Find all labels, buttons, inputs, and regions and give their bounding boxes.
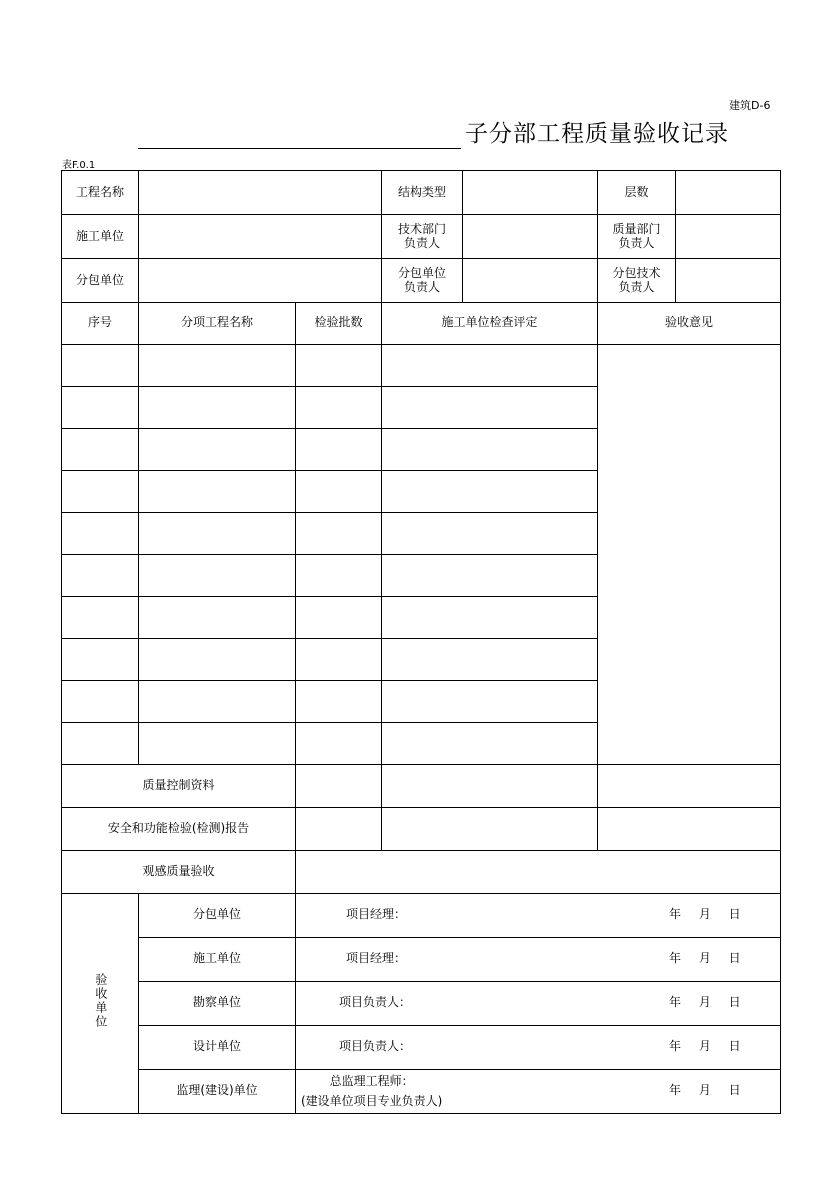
- signature-date: 年 月 日: [669, 1039, 741, 1054]
- signature-role: 项目负责人：: [339, 1039, 412, 1054]
- field-project-name[interactable]: [139, 171, 382, 215]
- col-header-self-eval: 施工单位检查评定: [382, 302, 598, 344]
- acceptance-unit-name: 监理(建设)单位: [139, 1069, 296, 1113]
- cell-batch-count[interactable]: [296, 470, 382, 512]
- cell-self-eval[interactable]: [382, 428, 598, 470]
- cell-item-name[interactable]: [139, 428, 296, 470]
- acceptance-row: [62, 937, 781, 981]
- label-subcontract-tech-head-line2: 负责人: [618, 279, 655, 294]
- cell-self-eval[interactable]: [382, 638, 598, 680]
- cell-batch-count[interactable]: [296, 554, 382, 596]
- cell-item-name[interactable]: [139, 722, 296, 764]
- label-subcontract-tech-head: [598, 259, 676, 303]
- label-tech-dept-head-line2: 负责人: [403, 235, 440, 250]
- label-subcontract-unit-head-line2: 负责人: [403, 279, 440, 294]
- cell-self-eval[interactable]: [382, 722, 598, 764]
- cell-item-name[interactable]: [139, 596, 296, 638]
- label-acceptance-units: [62, 893, 139, 1113]
- acceptance-signature-cell[interactable]: [296, 937, 781, 981]
- field-appearance[interactable]: [296, 850, 781, 893]
- info-row-subcontract: [62, 259, 781, 303]
- acceptance-row: [62, 1069, 781, 1113]
- column-header-row: [62, 302, 781, 344]
- field-subcontract-unit[interactable]: [139, 259, 382, 303]
- field-structure-type[interactable]: [463, 171, 598, 215]
- acceptance-unit-name: 施工单位: [139, 937, 296, 981]
- signature-role-group: [301, 1072, 442, 1110]
- cell-seq[interactable]: [62, 638, 139, 680]
- label-structure-type: 结构类型: [382, 171, 463, 215]
- signature-date: 年 月 日: [669, 1083, 741, 1098]
- info-row-construction: [62, 215, 781, 259]
- signature-role-note: (建设单位项目专业负责人): [301, 1093, 443, 1108]
- col-header-seq: 序号: [62, 302, 139, 344]
- acceptance-units-vertical-label: 验收单位: [93, 973, 108, 1030]
- signature-role: 项目经理：: [346, 907, 407, 922]
- field-quality-docs-count[interactable]: [296, 764, 382, 807]
- acceptance-unit-name: 分包单位: [139, 893, 296, 937]
- label-floors: 层数: [598, 171, 676, 215]
- table-row: [62, 344, 781, 386]
- field-quality-docs-eval[interactable]: [382, 764, 598, 807]
- col-header-item-name: 分项工程名称: [139, 302, 296, 344]
- cell-self-eval[interactable]: [382, 512, 598, 554]
- cell-self-eval[interactable]: [382, 470, 598, 512]
- signature-role: 项目经理：: [346, 951, 407, 966]
- label-appearance: 观感质量验收: [62, 850, 296, 893]
- cell-seq[interactable]: [62, 386, 139, 428]
- cell-batch-count[interactable]: [296, 638, 382, 680]
- cell-self-eval[interactable]: [382, 344, 598, 386]
- acceptance-unit-name: 勘察单位: [139, 981, 296, 1025]
- cell-item-name[interactable]: [139, 554, 296, 596]
- label-subcontract-unit-head-line1: 分包单位: [397, 265, 446, 280]
- field-safety-report-count[interactable]: [296, 807, 382, 850]
- acceptance-row: [62, 1025, 781, 1069]
- cell-batch-count[interactable]: [296, 428, 382, 470]
- cell-seq[interactable]: [62, 554, 139, 596]
- table-number: 表F.0.1: [62, 160, 96, 171]
- cell-self-eval[interactable]: [382, 554, 598, 596]
- label-safety-report: 安全和功能检验(检测)报告: [62, 807, 296, 850]
- field-quality-dept-head[interactable]: [676, 215, 781, 259]
- cell-item-name[interactable]: [139, 344, 296, 386]
- field-subcontract-unit-head[interactable]: [463, 259, 598, 303]
- signature-date: 年 月 日: [669, 907, 741, 922]
- info-table: [61, 170, 781, 303]
- label-subcontract-unit-head: [382, 259, 463, 303]
- acceptance-signature-cell[interactable]: [296, 893, 781, 937]
- row-quality-docs: [62, 764, 781, 807]
- cell-batch-count[interactable]: [296, 344, 382, 386]
- cell-self-eval[interactable]: [382, 386, 598, 428]
- field-quality-docs-opinion[interactable]: [598, 764, 781, 807]
- label-tech-dept-head-line1: 技术部门: [397, 221, 446, 236]
- signature-role: 总监理工程师：: [329, 1074, 414, 1089]
- cell-item-name[interactable]: [139, 512, 296, 554]
- cell-seq[interactable]: [62, 470, 139, 512]
- label-quality-dept-head-line2: 负责人: [618, 235, 655, 250]
- cell-seq[interactable]: [62, 428, 139, 470]
- row-safety-report: [62, 807, 781, 850]
- items-table: [61, 302, 781, 1114]
- signature-date: 年 月 日: [669, 951, 741, 966]
- field-floors[interactable]: [676, 171, 781, 215]
- acceptance-unit-name: 设计单位: [139, 1025, 296, 1069]
- cell-item-name[interactable]: [139, 680, 296, 722]
- field-safety-report-opinion[interactable]: [598, 807, 781, 850]
- label-project-name: 工程名称: [62, 171, 139, 215]
- label-construction-unit: 施工单位: [62, 215, 139, 259]
- cell-batch-count[interactable]: [296, 722, 382, 764]
- page-title: 子分部工程质量验收记录: [465, 121, 729, 147]
- cell-item-name[interactable]: [139, 470, 296, 512]
- label-subcontract-unit: 分包单位: [62, 259, 139, 303]
- label-tech-dept-head: [382, 215, 463, 259]
- info-row-project: [62, 171, 781, 215]
- acceptance-signature-cell[interactable]: [296, 1069, 781, 1113]
- cell-item-name[interactable]: [139, 386, 296, 428]
- col-header-acceptance: 验收意见: [598, 302, 781, 344]
- cell-acceptance-opinion[interactable]: [598, 344, 781, 764]
- acceptance-signature-cell[interactable]: [296, 1025, 781, 1069]
- title-fill-line: [138, 148, 461, 149]
- cell-batch-count[interactable]: [296, 680, 382, 722]
- signature-role: 项目负责人：: [339, 995, 412, 1010]
- cell-batch-count[interactable]: [296, 512, 382, 554]
- acceptance-row: [62, 893, 781, 937]
- field-tech-dept-head[interactable]: [463, 215, 598, 259]
- form-code: 建筑D-6: [729, 99, 771, 112]
- field-subcontract-tech-head[interactable]: [676, 259, 781, 303]
- cell-seq[interactable]: [62, 680, 139, 722]
- cell-seq[interactable]: [62, 512, 139, 554]
- cell-item-name[interactable]: [139, 638, 296, 680]
- cell-seq[interactable]: [62, 596, 139, 638]
- acceptance-signature-cell[interactable]: [296, 981, 781, 1025]
- cell-self-eval[interactable]: [382, 680, 598, 722]
- cell-self-eval[interactable]: [382, 596, 598, 638]
- col-header-batch-count: 检验批数: [296, 302, 382, 344]
- acceptance-row: [62, 981, 781, 1025]
- field-safety-report-eval[interactable]: [382, 807, 598, 850]
- row-appearance: [62, 850, 781, 893]
- cell-batch-count[interactable]: [296, 386, 382, 428]
- signature-date: 年 月 日: [669, 995, 741, 1010]
- cell-seq[interactable]: [62, 344, 139, 386]
- label-subcontract-tech-head-line1: 分包技术: [612, 265, 661, 280]
- field-construction-unit[interactable]: [139, 215, 382, 259]
- label-quality-docs: 质量控制资料: [62, 764, 296, 807]
- cell-seq[interactable]: [62, 722, 139, 764]
- label-quality-dept-head-line1: 质量部门: [612, 221, 661, 236]
- label-quality-dept-head: [598, 215, 676, 259]
- cell-batch-count[interactable]: [296, 596, 382, 638]
